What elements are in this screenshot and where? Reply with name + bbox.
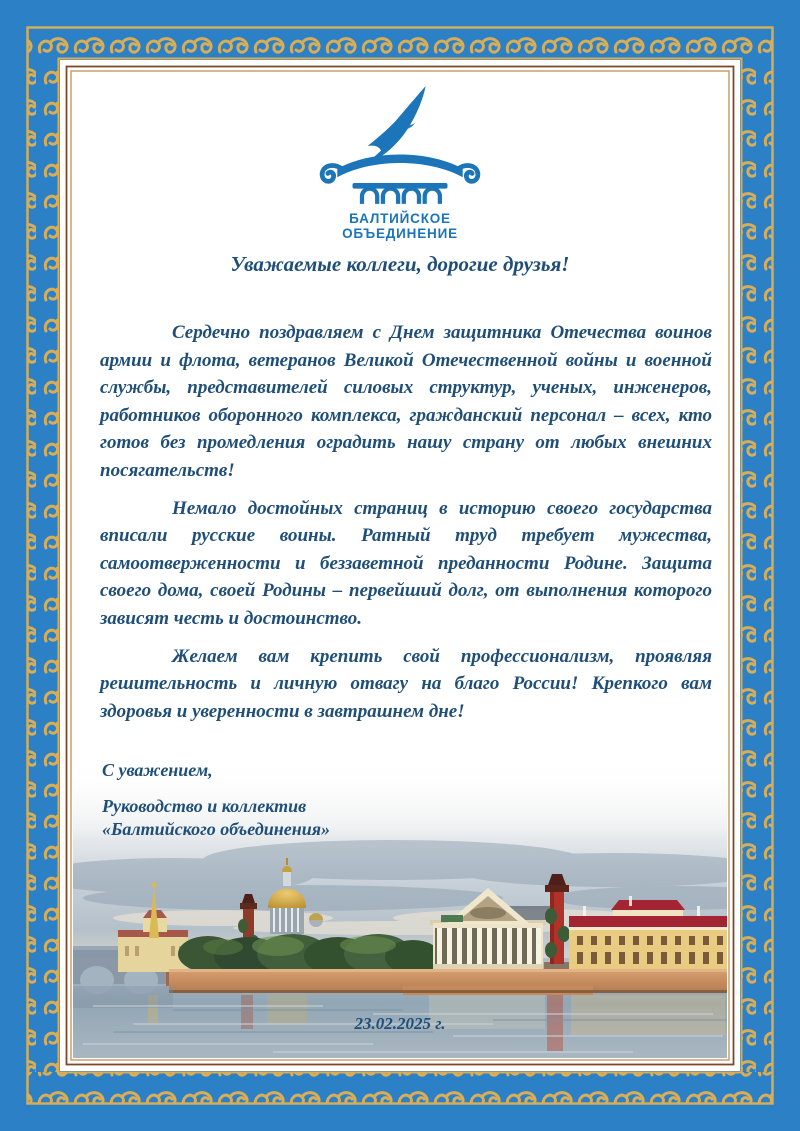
signature-block — [102, 760, 330, 841]
organization-logo — [0, 84, 800, 241]
signature-line1: Руководство и коллектив — [102, 796, 307, 816]
organization-name-line2: ОБЪЕДИНЕНИЕ — [342, 226, 458, 241]
signature-line2: «Балтийского объединения» — [102, 819, 331, 839]
salutation-heading: Уважаемые коллеги, дорогие друзья! — [230, 252, 570, 276]
paragraph-2: Немало достойных страниц в историю своего государства вписали русские воины. Ратный труд требует мужества, самоотверженности и беззаветной преданности Родине. Защита своего дома, своей Родины – первейший долг, от выполнения которого зависят честь и достоинство. — [100, 497, 712, 629]
date-caption: 23.02.2025 г. — [354, 1014, 446, 1033]
closing-line: С уважением, — [102, 760, 213, 780]
letter-body — [100, 319, 712, 735]
sail-column-emblem-icon — [305, 84, 495, 204]
organization-name — [0, 211, 800, 241]
paragraph-1: Сердечно поздравляем с Днем защитника Отечества воинов армии и флота, ветеранов Великой Отечественной войны и военной службы, представителей силовых структур, ученых, инженеров, работников оборонного комплекса, гражданский персонал – всех, кто готов без промедления оградить нашу страну от любых внешних посягательств! — [100, 322, 712, 481]
paragraph-3: Желаем вам крепить свой профессионализм, проявляя решительность и личную отвагу на благо России! Крепкого вам здоровья и уверенности в завтрашнем дне! — [100, 645, 712, 722]
organization-name-line1: БАЛТИЙСКОЕ — [349, 211, 451, 226]
